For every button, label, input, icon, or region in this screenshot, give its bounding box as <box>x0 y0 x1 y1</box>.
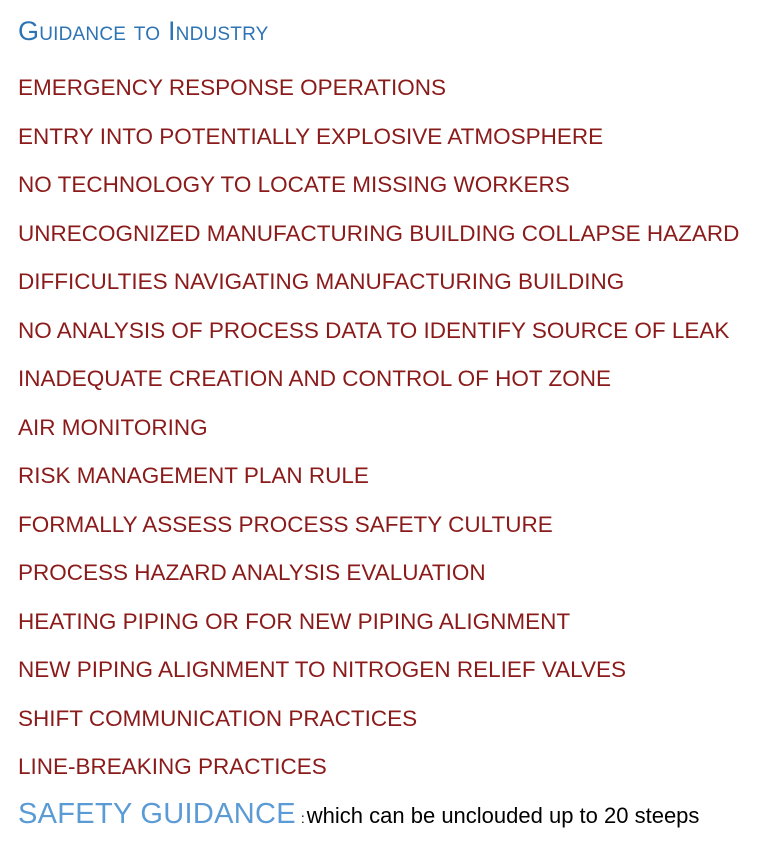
guidance-item: PROCESS HAZARD ANALYSIS EVALUATION <box>18 560 486 585</box>
guidance-item-list <box>18 71 739 799</box>
guidance-item: NEW PIPING ALIGNMENT TO NITROGEN RELIEF VALVES <box>18 657 627 682</box>
guidance-item: FORMALLY ASSESS PROCESS SAFETY CULTURE <box>18 511 553 537</box>
safety-guidance-label: SAFETY GUIDANCE <box>18 798 296 830</box>
safety-guidance-note: which can be unclouded up to 20 steeps <box>306 803 700 828</box>
guidance-item: EMERGENCY RESPONSE OPERATIONS <box>18 75 447 100</box>
guidance-item: SHIFT COMMUNICATION PRACTICES <box>18 705 418 731</box>
guidance-item: INADEQUATE CREATION AND CONTROL OF HOT ZONE <box>18 366 611 391</box>
guidance-item: NO TECHNOLOGY TO LOCATE MISSING WORKERS <box>18 172 570 197</box>
guidance-item: NO ANALYSIS OF PROCESS DATA TO IDENTIFY SOURCE OF LEAK <box>18 317 730 343</box>
safety-guidance-line <box>18 798 699 831</box>
guidance-item: DIFFICULTIES NAVIGATING MANUFACTURING BUILDING <box>18 269 625 294</box>
footer-separator: : <box>300 810 305 826</box>
guidance-item: UNRECOGNIZED MANUFACTURING BUILDING COLLAPSE HAZARD <box>18 220 740 246</box>
guidance-item: HEATING PIPING OR FOR NEW PIPING ALIGNMENT <box>18 608 571 634</box>
guidance-item: ENTRY INTO POTENTIALLY EXPLOSIVE ATMOSPHERE <box>18 123 604 149</box>
document-heading: Guidance to Industry <box>18 16 269 46</box>
guidance-item: RISK MANAGEMENT PLAN RULE <box>18 463 369 488</box>
guidance-item: LINE-BREAKING PRACTICES <box>18 754 327 779</box>
guidance-item: AIR MONITORING <box>18 414 208 440</box>
